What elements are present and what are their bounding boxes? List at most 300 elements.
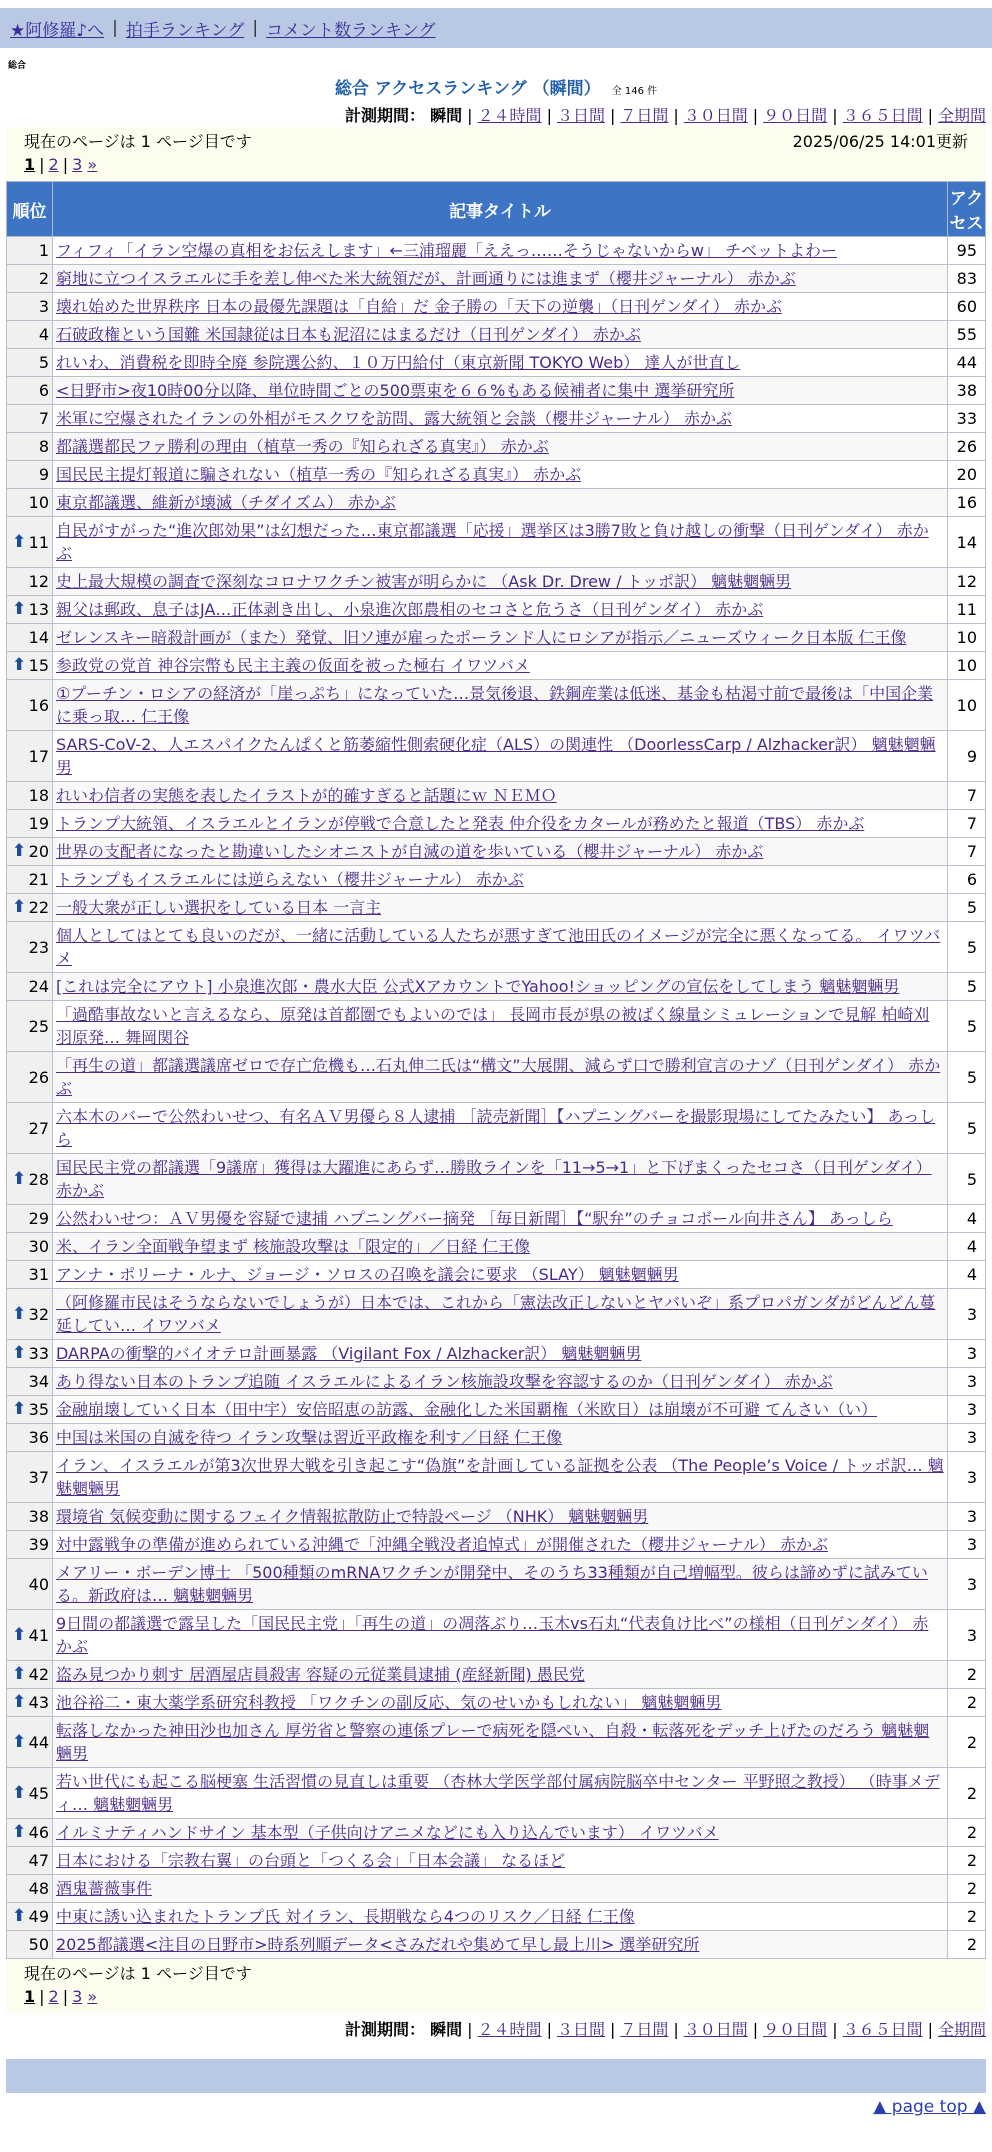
- page-separator: |: [62, 1987, 69, 2006]
- pager-bottom: [6, 1959, 986, 2013]
- access-count: 14: [948, 517, 986, 568]
- rank-number: 15: [28, 656, 49, 675]
- page-link[interactable]: 2: [48, 1987, 59, 2006]
- article-link[interactable]: トランプ大統領、イスラエルとイランが停戦で合意したと発表 仲介役をカタールが務めたと報道（TBS） 赤かぶ: [56, 814, 865, 833]
- period-separator: |: [752, 106, 759, 125]
- table-row: [7, 349, 986, 377]
- updated-timestamp: 2025/06/25 14:01更新: [792, 132, 968, 151]
- access-count: 3: [948, 1531, 986, 1559]
- table-row: [7, 1340, 986, 1368]
- access-count: 33: [948, 405, 986, 433]
- rank-number: 45: [28, 1783, 49, 1803]
- rank-number: 26: [28, 1067, 49, 1087]
- article-link[interactable]: ①プーチン・ロシアの経済が「崖っぷち」になっていた…景気後退、鉄鋼産業は低迷、基金も枯渇寸前で最後は「中国企業に乗っ取… 仁王像: [56, 684, 934, 726]
- article-link[interactable]: SARS-CoV-2、人エスパイクたんぱくと筋萎縮性側索硬化症（ALS）の関連性 （DoorlessCarp / Alzhacker訳） 魑魅魍魎男: [56, 735, 936, 777]
- pager-top: [6, 127, 986, 181]
- access-count: 5: [948, 1052, 986, 1103]
- access-count: 4: [948, 1261, 986, 1289]
- article-link[interactable]: 9日間の都議選で露呈した「国民民主党」「再生の道」の凋落ぶり…玉木vs石丸“代表負け比べ”の様相（日刊ゲンダイ） 赤かぶ: [56, 1614, 929, 1656]
- article-link[interactable]: 中国は米国の自滅を待つ イラン攻撃は習近平政権を利す／日経 仁王像: [56, 1428, 563, 1447]
- rank-number: 14: [28, 628, 49, 647]
- access-count: 11: [948, 596, 986, 624]
- access-count: 4: [948, 1233, 986, 1261]
- table-row: [7, 596, 986, 624]
- article-link[interactable]: イルミナティハンドサイン 基本型（子供向けアニメなどにも入り込んでいます） イワツバメ: [56, 1823, 719, 1842]
- period-option-link[interactable]: ３６５日間: [842, 106, 923, 125]
- rank-cell: [7, 1503, 53, 1531]
- rank-up-arrow-icon: ⬆: [12, 841, 27, 861]
- rank-number: 13: [28, 600, 49, 619]
- nav-separator: |: [112, 18, 118, 38]
- rank-up-arrow-icon: ⬆: [12, 1692, 27, 1712]
- rank-cell: [7, 517, 53, 568]
- article-link[interactable]: 中東に誘い込まれたトランプ氏 対イラン、長期戦なら4つのリスク／日経 仁王像: [56, 1907, 635, 1926]
- rank-cell: [7, 922, 53, 973]
- title-cell: [53, 1903, 948, 1931]
- access-count: 95: [948, 237, 986, 265]
- rank-number: 30: [28, 1237, 49, 1256]
- rank-cell: [7, 265, 53, 293]
- rank-cell: [7, 1103, 53, 1154]
- page-top-link[interactable]: ▲ page top ▲: [873, 2097, 986, 2117]
- table-row: [7, 838, 986, 866]
- article-link[interactable]: 転落しなかった神田沙也加さん 厚労省と警察の連係プレーで病死を隠ぺい、自殺・転落死をデッチ上げたのだろう 魑魅魍魎男: [56, 1721, 930, 1763]
- rank-cell: [7, 237, 53, 265]
- access-count: 7: [948, 838, 986, 866]
- period-separator: |: [546, 106, 552, 125]
- article-link[interactable]: 若い世代にも起こる脳梗塞 生活習慣の見直しは重要 （杏林大学医学部付属病院脳卒中センター 平野照之教授） （時事メディ… 魑魅魍魎男: [56, 1772, 940, 1814]
- ranking-table: [6, 181, 986, 1959]
- page-separator: |: [39, 155, 45, 174]
- article-link[interactable]: 日本における「宗教右翼」の台頭と「つくる会」「日本会議」 なるほど: [56, 1851, 566, 1870]
- title-cell: [53, 265, 948, 293]
- period-separator: |: [609, 106, 616, 125]
- rank-cell: [7, 1931, 53, 1959]
- title-cell: [53, 1261, 948, 1289]
- period-option-link[interactable]: ７日間: [620, 2020, 669, 2039]
- access-count: 6: [948, 866, 986, 894]
- title-cell: [53, 1396, 948, 1424]
- title-cell: [53, 377, 948, 405]
- title-cell: [53, 973, 948, 1001]
- access-count: 5: [948, 1103, 986, 1154]
- period-label: 計測期間：: [345, 106, 426, 125]
- access-count: 55: [948, 321, 986, 349]
- table-row: [7, 1261, 986, 1289]
- article-link[interactable]: 史上最大規模の調査で深刻なコロナワクチン被害が明らかに （Ask Dr. Drew / トッポ訳） 魑魅魍魎男: [56, 572, 792, 591]
- access-count: 44: [948, 349, 986, 377]
- rank-number: 19: [28, 814, 49, 833]
- article-link[interactable]: 一般大衆が正しい選択をしている日本 一言主: [56, 898, 382, 917]
- title-cell: [53, 1768, 948, 1819]
- period-option-link[interactable]: 全期間: [937, 2020, 986, 2039]
- title-cell: [53, 680, 948, 731]
- access-count: 3: [948, 1289, 986, 1340]
- rank-number: 1: [38, 241, 49, 260]
- rank-cell: [7, 1819, 53, 1847]
- period-separator: |: [832, 106, 838, 125]
- title-cell: [53, 1452, 948, 1503]
- title-cell: [53, 922, 948, 973]
- table-row: [7, 973, 986, 1001]
- rank-header: 順位: [7, 182, 53, 237]
- table-row: [7, 1424, 986, 1452]
- article-link[interactable]: 東京都議選、維新が壊滅（チダイズム） 赤かぶ: [56, 493, 396, 512]
- access-count: 10: [948, 652, 986, 680]
- article-link[interactable]: 池谷裕二・東大薬学系研究科教授 「ワクチンの副反応、気のせいかもしれない」 魑魅魍魎男: [56, 1693, 722, 1712]
- period-option-link[interactable]: ２４時間: [477, 2020, 542, 2039]
- access-count: 9: [948, 731, 986, 782]
- rank-cell: [7, 1903, 53, 1931]
- page-link[interactable]: 2: [48, 155, 59, 174]
- section-tag: 総合: [8, 61, 27, 71]
- table-row: [7, 1052, 986, 1103]
- period-option-link[interactable]: ９０日間: [763, 106, 828, 125]
- title-cell: [53, 1424, 948, 1452]
- page-link[interactable]: 3: [72, 1987, 83, 2006]
- article-link[interactable]: 金融崩壊していく日本（田中宇）安倍昭恵の訪露、金融化した米国覇権（米欧日）は崩壊が不可避 てんさい（い）: [56, 1400, 878, 1419]
- table-row: [7, 1396, 986, 1424]
- article-link[interactable]: 親父は郵政、息子はJA…正体剥き出し、小泉進次郎農相のセコさと危うさ（日刊ゲンダイ） 赤かぶ: [56, 600, 764, 619]
- rank-cell: [7, 349, 53, 377]
- rank-number: 40: [28, 1574, 49, 1594]
- rank-cell: [7, 680, 53, 731]
- title-cell: [53, 1847, 948, 1875]
- table-row: [7, 652, 986, 680]
- title-cell: [53, 433, 948, 461]
- rank-number: 46: [28, 1823, 49, 1842]
- rank-number: 41: [28, 1625, 49, 1645]
- table-row: [7, 1610, 986, 1661]
- period-separator: |: [546, 2020, 552, 2039]
- table-row: [7, 1154, 986, 1205]
- period-option-link[interactable]: ２４時間: [477, 106, 542, 125]
- rank-up-arrow-icon: ⬆: [12, 1906, 27, 1926]
- article-link[interactable]: 環境省 気候変動に関するフェイク情報拡散防止で特設ページ （NHK） 魑魅魍魎男: [56, 1507, 649, 1526]
- access-count: 10: [948, 680, 986, 731]
- rank-up-arrow-icon: ⬆: [12, 1303, 27, 1324]
- rank-up-arrow-icon: ⬆: [12, 1822, 27, 1842]
- title-cell: [53, 237, 948, 265]
- table-row: [7, 1717, 986, 1768]
- table-row: [7, 1233, 986, 1261]
- rank-cell: [7, 461, 53, 489]
- rank-cell: [7, 1531, 53, 1559]
- period-option-link[interactable]: ９０日間: [763, 2020, 828, 2039]
- article-link[interactable]: 「過酷事故ないと言えるなら、原発は首都圏でもよいのでは」 長岡市長が県の被ばく線量シミュレーションで見解 柏崎刈羽原発… 舞岡関谷: [56, 1005, 930, 1047]
- table-row: [7, 1661, 986, 1689]
- table-row: [7, 1559, 986, 1610]
- top-nav-bar: [0, 8, 992, 48]
- rank-number: 18: [28, 786, 49, 805]
- table-row: [7, 1001, 986, 1052]
- article-link[interactable]: れいわ信者の実態を表したイラストが的確すぎると話題にｗ ＮＥＭＯ: [56, 786, 557, 805]
- access-count: 3: [948, 1340, 986, 1368]
- article-link[interactable]: ゼレンスキー暗殺計画が（また）発覚、旧ソ連が雇ったポーランド人にロシアが指示／ニューズウィーク日本版 仁王像: [56, 628, 907, 647]
- rank-number: 2: [38, 269, 49, 288]
- title-cell: [53, 1661, 948, 1689]
- title-cell: [53, 293, 948, 321]
- access-count: 3: [948, 1503, 986, 1531]
- table-row: [7, 1368, 986, 1396]
- next-page-link[interactable]: »: [87, 1987, 98, 2006]
- title-cell: [53, 1875, 948, 1903]
- rank-cell: [7, 1289, 53, 1340]
- article-link[interactable]: DARPAの衝撃的バイオテロ計画暴露 （Vigilant Fox / Alzhacker訳） 魑魅魍魎男: [56, 1344, 642, 1363]
- rank-number: 35: [28, 1400, 49, 1419]
- rank-cell: [7, 1424, 53, 1452]
- title-cell: [53, 461, 948, 489]
- rank-up-arrow-icon: ⬆: [12, 1624, 27, 1645]
- title-cell: [53, 596, 948, 624]
- period-option-link[interactable]: 全期間: [937, 106, 986, 125]
- access-count: 2: [948, 1689, 986, 1717]
- rank-cell: [7, 1052, 53, 1103]
- article-link[interactable]: 六本木のバーで公然わいせつ、有名ＡＶ男優ら８人逮捕 ［読売新聞］【ハプニングバーを撮影現場にしてたみたい】 あっしら: [56, 1107, 936, 1149]
- title-cell: [53, 652, 948, 680]
- article-link[interactable]: 「再生の道」都議選議席ゼロで存亡危機も…石丸伸二氏は“構文”大展開、減らず口で勝利宣言のナゾ（日刊ゲンダイ） 赤かぶ: [56, 1056, 941, 1098]
- table-row: [7, 293, 986, 321]
- rank-number: 12: [28, 572, 49, 591]
- access-count: 2: [948, 1931, 986, 1959]
- rank-number: 29: [28, 1209, 49, 1228]
- table-row: [7, 265, 986, 293]
- rank-cell: [7, 321, 53, 349]
- rank-up-arrow-icon: ⬆: [12, 599, 27, 619]
- page-top-area: [0, 2093, 992, 2127]
- table-row: [7, 568, 986, 596]
- article-link[interactable]: 米軍に空爆されたイランの外相がモスクワを訪問、露大統領と会談（櫻井ジャーナル） 赤かぶ: [56, 409, 732, 428]
- access-count: 2: [948, 1768, 986, 1819]
- period-option-current: 瞬間: [430, 2020, 463, 2039]
- rank-number: 6: [38, 381, 49, 400]
- table-row: [7, 1903, 986, 1931]
- rank-number: 8: [38, 437, 49, 456]
- period-options: [430, 2020, 986, 2039]
- table-row: [7, 1452, 986, 1503]
- article-link[interactable]: 公然わいせつ：ＡＶ男優を容疑で逮捕 ハプニングバー摘発 ［毎日新聞］【“駅弁”のチョコボール向井さん】 あっしら: [56, 1209, 893, 1228]
- table-row: [7, 866, 986, 894]
- clap-ranking-link[interactable]: 拍手ランキング: [125, 20, 245, 41]
- article-link[interactable]: れいわ、消費税を即時全廃 参院選公約、１０万円給付（東京新聞 TOKYO Web） 達人が世直し: [56, 353, 741, 372]
- article-link[interactable]: 石破政権という国難 米国隷従は日本も泥沼にはまるだけ（日刊ゲンダイ） 赤かぶ: [56, 325, 641, 344]
- article-link[interactable]: [これは完全にアウト] 小泉進次郎・農水大臣 公式XアカウントでYahoo!ショッピングの宣伝をしてしまう 魑魅魍魎男: [56, 977, 900, 996]
- access-count: 2: [948, 1903, 986, 1931]
- access-count: 83: [948, 265, 986, 293]
- article-link[interactable]: 都議選都民ファ勝利の理由（植草一秀の『知られざる真実』） 赤かぶ: [56, 437, 549, 456]
- period-label: 計測期間：: [345, 2020, 426, 2039]
- period-option-link[interactable]: ３６５日間: [842, 2020, 923, 2039]
- rank-up-arrow-icon: ⬆: [12, 1343, 27, 1363]
- article-link[interactable]: トランプもイスラエルには逆らえない（櫻井ジャーナル） 赤かぶ: [56, 870, 524, 889]
- title-cell: [53, 782, 948, 810]
- access-count: 26: [948, 433, 986, 461]
- article-link[interactable]: フィフィ「イラン空爆の真相をお伝えします」←三浦瑠麗「ええっ……そうじゃないからw」 チベットよわー: [56, 241, 838, 260]
- article-link[interactable]: 自民がすがった“進次郎効果”は幻想だった…東京都議選「応援」選挙区は3勝7敗と負け越しの衝撃（日刊ゲンダイ） 赤かぶ: [56, 521, 929, 563]
- access-count: 2: [948, 1847, 986, 1875]
- access-count: 5: [948, 922, 986, 973]
- article-link[interactable]: 壊れ始めた世界秩序 日本の最優先課題は「自給」だ 金子勝の「天下の逆襲」（日刊ゲンダイ） 赤かぶ: [56, 297, 782, 316]
- table-row: [7, 731, 986, 782]
- article-link[interactable]: <日野市>夜10時00分以降、単位時間ごとの500票束を６６%もある候補者に集中 選挙研究所: [56, 381, 735, 400]
- table-row: [7, 894, 986, 922]
- rank-number: 33: [28, 1344, 49, 1363]
- article-link[interactable]: 国民民主党の都議選「9議席」獲得は大躍進にあらず…勝敗ラインを「11→5→1」と下げまくったセコさ（日刊ゲンダイ） 赤かぶ: [56, 1158, 932, 1200]
- access-count: 38: [948, 377, 986, 405]
- rank-number: 20: [28, 842, 49, 861]
- article-link[interactable]: イラン、イスラエルが第3次世界大戦を引き起こす“偽旗”を計画している証拠を公表 （The People’s Voice / トッポ訳… 魑魅魍魎男: [56, 1456, 944, 1498]
- rank-number: 17: [28, 746, 49, 766]
- rank-cell: [7, 731, 53, 782]
- period-separator: |: [673, 106, 679, 125]
- rank-number: 7: [38, 409, 49, 428]
- rank-cell: [7, 1689, 53, 1717]
- rank-number: 21: [28, 870, 49, 889]
- title-cell: [53, 1154, 948, 1205]
- title-cell: [53, 1103, 948, 1154]
- total-count: 全 146 件: [611, 86, 658, 97]
- rank-cell: [7, 293, 53, 321]
- table-row: [7, 433, 986, 461]
- rank-up-arrow-icon: ⬆: [12, 897, 27, 917]
- article-link[interactable]: （阿修羅市民はそうならないでしょうが）日本では、これから「憲法改正しないとヤバいぞ」系プロパガンダがどんどん蔓延してい… イワツバメ: [56, 1293, 936, 1335]
- page-link[interactable]: 3: [72, 155, 83, 174]
- rank-cell: [7, 1340, 53, 1368]
- table-row: [7, 461, 986, 489]
- article-link[interactable]: 酒鬼薔薇事件: [56, 1879, 153, 1898]
- next-page-link[interactable]: »: [87, 155, 98, 174]
- title-cell: [53, 1531, 948, 1559]
- title-cell: [53, 810, 948, 838]
- table-row: [7, 517, 986, 568]
- rank-cell: [7, 782, 53, 810]
- rank-number: 43: [28, 1693, 49, 1712]
- title-cell: [53, 1819, 948, 1847]
- title-cell: [53, 405, 948, 433]
- access-count: 7: [948, 810, 986, 838]
- page-links: [24, 1985, 968, 2009]
- rank-number: 28: [28, 1169, 49, 1189]
- bottom-bar: [6, 2059, 986, 2093]
- rank-cell: [7, 1261, 53, 1289]
- article-link[interactable]: 米、イラン全面戦争望まず 核施設攻撃は「限定的」／日経 仁王像: [56, 1237, 531, 1256]
- table-row: [7, 1819, 986, 1847]
- article-link[interactable]: メアリー・ボーデン博士 「500種類のmRNAワクチンが開発中、そのうち33種類が自己増幅型。彼らは諦めずに試みている。新政府は… 魑魅魍魎男: [56, 1563, 928, 1605]
- rank-cell: [7, 1559, 53, 1610]
- title-cell: [53, 1001, 948, 1052]
- period-selector-top: [0, 105, 992, 127]
- article-link[interactable]: あり得ない日本のトランプ追随 イスラエルによるイラン核施設攻撃を容認するのか（日刊ゲンダイ） 赤かぶ: [56, 1372, 833, 1391]
- article-link[interactable]: 世界の支配者になったと勘違いしたシオニストが自滅の道を歩いている（櫻井ジャーナル） 赤かぶ: [56, 842, 764, 861]
- period-separator: |: [752, 2020, 759, 2039]
- table-row: [7, 810, 986, 838]
- page-links: [24, 153, 968, 177]
- access-count: 3: [948, 1559, 986, 1610]
- table-row: [7, 1531, 986, 1559]
- article-link[interactable]: 2025都議選<注目の日野市>時系列順データ<さみだれや集めて早し最上川> 選挙研究所: [56, 1935, 700, 1954]
- nav-separator: |: [252, 18, 259, 38]
- access-count: 5: [948, 1154, 986, 1205]
- access-count: 3: [948, 1368, 986, 1396]
- table-row: [7, 680, 986, 731]
- comment-ranking-link[interactable]: コメント数ランキング: [266, 20, 436, 41]
- current-page-number: 1: [24, 1987, 36, 2006]
- article-link[interactable]: 盗み見つかり刺す 居酒屋店員殺害 容疑の元従業員逮捕 (産経新聞) 愚民党: [56, 1665, 585, 1684]
- page-separator: |: [62, 155, 69, 174]
- rank-cell: [7, 1847, 53, 1875]
- rank-number: 10: [28, 493, 49, 512]
- home-link[interactable]: ★阿修羅♪へ: [10, 20, 105, 41]
- rank-number: 39: [28, 1535, 49, 1554]
- article-link[interactable]: 個人としてはとても良いのだが、一緒に活動している人たちが悪すぎて池田氏のイメージが完全に悪くなってる。 イワツバメ: [56, 926, 941, 968]
- period-options: [430, 106, 986, 125]
- table-row: [7, 1289, 986, 1340]
- title-cell: [53, 838, 948, 866]
- rank-number: 11: [28, 532, 49, 552]
- table-row: [7, 1103, 986, 1154]
- current-page-text: 現在のページは 1 ページ目です: [24, 132, 252, 151]
- title-cell: [53, 349, 948, 377]
- table-row: [7, 237, 986, 265]
- table-row: [7, 1205, 986, 1233]
- title-cell: [53, 568, 948, 596]
- rank-cell: [7, 1768, 53, 1819]
- rank-number: 31: [28, 1265, 49, 1284]
- article-link[interactable]: アンナ・ポリーナ・ルナ、ジョージ・ソロスの召喚を議会に要求 （SLAY） 魑魅魍魎男: [56, 1265, 679, 1284]
- rank-up-arrow-icon: ⬆: [12, 531, 27, 552]
- article-link[interactable]: 対中露戦争の準備が進められている沖縄で「沖縄全戦没者追悼式」が開催された（櫻井ジャーナル） 赤かぶ: [56, 1535, 828, 1554]
- article-link[interactable]: 国民民主提灯報道に騙されない（植草一秀の『知られざる真実』） 赤かぶ: [56, 465, 582, 484]
- article-link[interactable]: 窮地に立つイスラエルに手を差し伸べた米大統領だが、計画通りには進まず（櫻井ジャーナル） 赤かぶ: [56, 269, 796, 288]
- rank-number: 34: [28, 1372, 49, 1391]
- title-cell: [53, 866, 948, 894]
- article-link[interactable]: 参政党の党首 神谷宗幣も民主主義の仮面を被った極右 イワツバメ: [56, 656, 530, 675]
- access-count: 7: [948, 782, 986, 810]
- rank-cell: [7, 1661, 53, 1689]
- table-row: [7, 405, 986, 433]
- access-count: 12: [948, 568, 986, 596]
- ranking-heading: [0, 74, 992, 99]
- access-count: 5: [948, 1001, 986, 1052]
- title-cell: [53, 1931, 948, 1959]
- title-cell: [53, 1559, 948, 1610]
- access-count: 2: [948, 1819, 986, 1847]
- rank-cell: [7, 1396, 53, 1424]
- rank-cell: [7, 596, 53, 624]
- rank-up-arrow-icon: ⬆: [12, 1782, 27, 1803]
- rank-cell: [7, 652, 53, 680]
- rank-number: 49: [28, 1907, 49, 1926]
- access-count: 10: [948, 624, 986, 652]
- table-row: [7, 1847, 986, 1875]
- rank-cell: [7, 433, 53, 461]
- current-page-number: 1: [24, 155, 36, 174]
- rank-number: 27: [28, 1118, 49, 1138]
- table-row: [7, 321, 986, 349]
- title-cell: [53, 1289, 948, 1340]
- period-option-link[interactable]: ３０日間: [683, 106, 748, 125]
- access-count: 3: [948, 1452, 986, 1503]
- period-option-link[interactable]: ３日間: [556, 106, 605, 125]
- title-header: 記事タイトル: [53, 182, 948, 237]
- table-row: [7, 1503, 986, 1531]
- period-option-link[interactable]: ３日間: [556, 2020, 605, 2039]
- period-option-link[interactable]: ３０日間: [683, 2020, 748, 2039]
- rank-number: 47: [28, 1851, 49, 1870]
- page-separator: |: [39, 1987, 45, 2006]
- period-option-link[interactable]: ７日間: [620, 106, 669, 125]
- rank-up-arrow-icon: ⬆: [12, 1168, 27, 1189]
